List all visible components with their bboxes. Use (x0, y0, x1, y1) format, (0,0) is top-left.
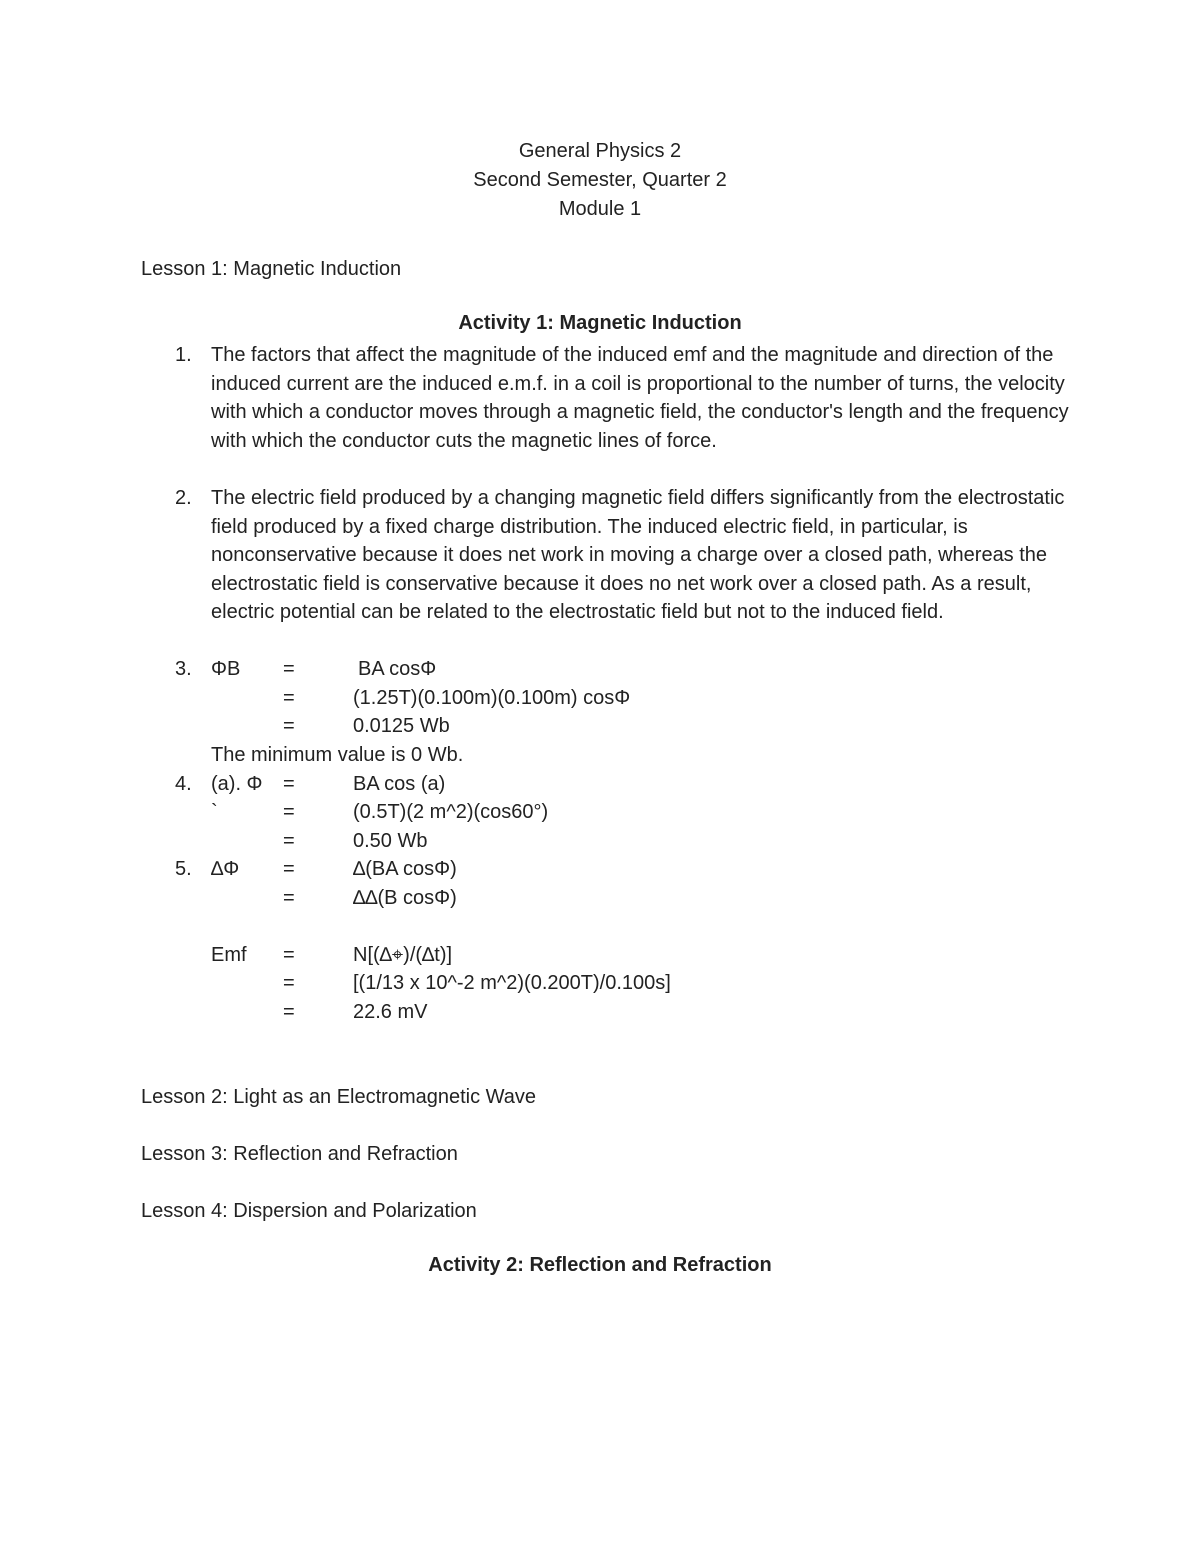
emf-equals-3: = (283, 1001, 295, 1023)
eq4-equals-3: = (283, 830, 295, 852)
activity-1-title: Activity 1: Magnetic Induction (458, 312, 742, 334)
eq4-lhs: (a). Φ (211, 773, 263, 795)
doc-title: General Physics 2 (518, 140, 682, 162)
lesson-3-heading: Lesson 3: Reflection and Refraction (141, 1143, 458, 1165)
emf-equals-1: = (283, 944, 295, 966)
eq5-row-2: ∆∆(B cosΦ) (353, 887, 457, 909)
eq3-equals-2: = (283, 687, 295, 709)
eq4-row-3: 0.50 Wb (353, 830, 428, 852)
item-5-number: 5. (175, 858, 192, 880)
doc-semester: Second Semester, Quarter 2 (473, 169, 727, 191)
eq3-row-3: 0.0125 Wb (353, 715, 450, 737)
eq3-note: The minimum value is 0 Wb. (211, 744, 464, 766)
eq3-lhs: ΦB (211, 658, 241, 680)
item-4-number: 4. (175, 773, 192, 795)
emf-equals-2: = (283, 972, 295, 994)
lesson-1-heading: Lesson 1: Magnetic Induction (141, 258, 402, 280)
emf-row-2: [(1/13 x 10^-2 m^2)(0.200T)/0.100s] (353, 972, 671, 994)
emf-row-1: N[(∆⌖)/(∆t)] (353, 944, 453, 966)
lesson-4-heading: Lesson 4: Dispersion and Polarization (141, 1200, 477, 1222)
eq3-equals-3: = (283, 715, 295, 737)
eq5-equals-2: = (283, 887, 295, 909)
item-2-number: 2. (175, 487, 192, 509)
item-1-number: 1. (175, 344, 192, 366)
item-1-answer: The factors that affect the magnitude of the induced emf and the magnitude and direction of the induced current are the induced e.m.f. in a coil is proportional to the number of turns, the velocity with which a conductor moves through a magnetic field, the conductor's length and the frequency with which the conductor cuts the magnetic lines of force. (211, 344, 1069, 452)
eq5-row-1: ∆(BA cosΦ) (353, 858, 457, 880)
eq4-tick: ` (211, 801, 218, 823)
eq4-equals-1: = (283, 773, 295, 795)
eq4-equals-2: = (283, 801, 295, 823)
lesson-2-heading: Lesson 2: Light as an Electromagnetic Wave (141, 1086, 537, 1108)
eq4-row-1: BA cos (a) (353, 773, 446, 795)
item-2-answer: The electric field produced by a changing magnetic field differs significantly from the electrostatic field produced by a fixed charge distribution. The induced electric field, in particular, is nonconservative because it does net work in moving a charge over a closed path, whereas the electrostatic field is conservative because it does no net work over a closed path. As a result, electric potential can be related to the electrostatic field but not to the induced field. (211, 487, 1065, 624)
eq5-equals-1: = (283, 858, 295, 880)
eq5-lhs: ∆Φ (211, 858, 240, 880)
eq4-row-2: (0.5T)(2 m^2)(cos60°) (353, 801, 549, 823)
activity-2-title: Activity 2: Reflection and Refraction (428, 1254, 772, 1276)
emf-lhs: Emf (211, 944, 247, 966)
eq3-row-1: BA cosΦ (358, 658, 437, 680)
emf-row-3: 22.6 mV (353, 1001, 428, 1023)
item-3-number: 3. (175, 658, 192, 680)
eq3-equals-1: = (283, 658, 295, 680)
eq3-row-2: (1.25T)(0.100m)(0.100m) cosΦ (353, 687, 631, 709)
doc-module: Module 1 (558, 198, 642, 220)
